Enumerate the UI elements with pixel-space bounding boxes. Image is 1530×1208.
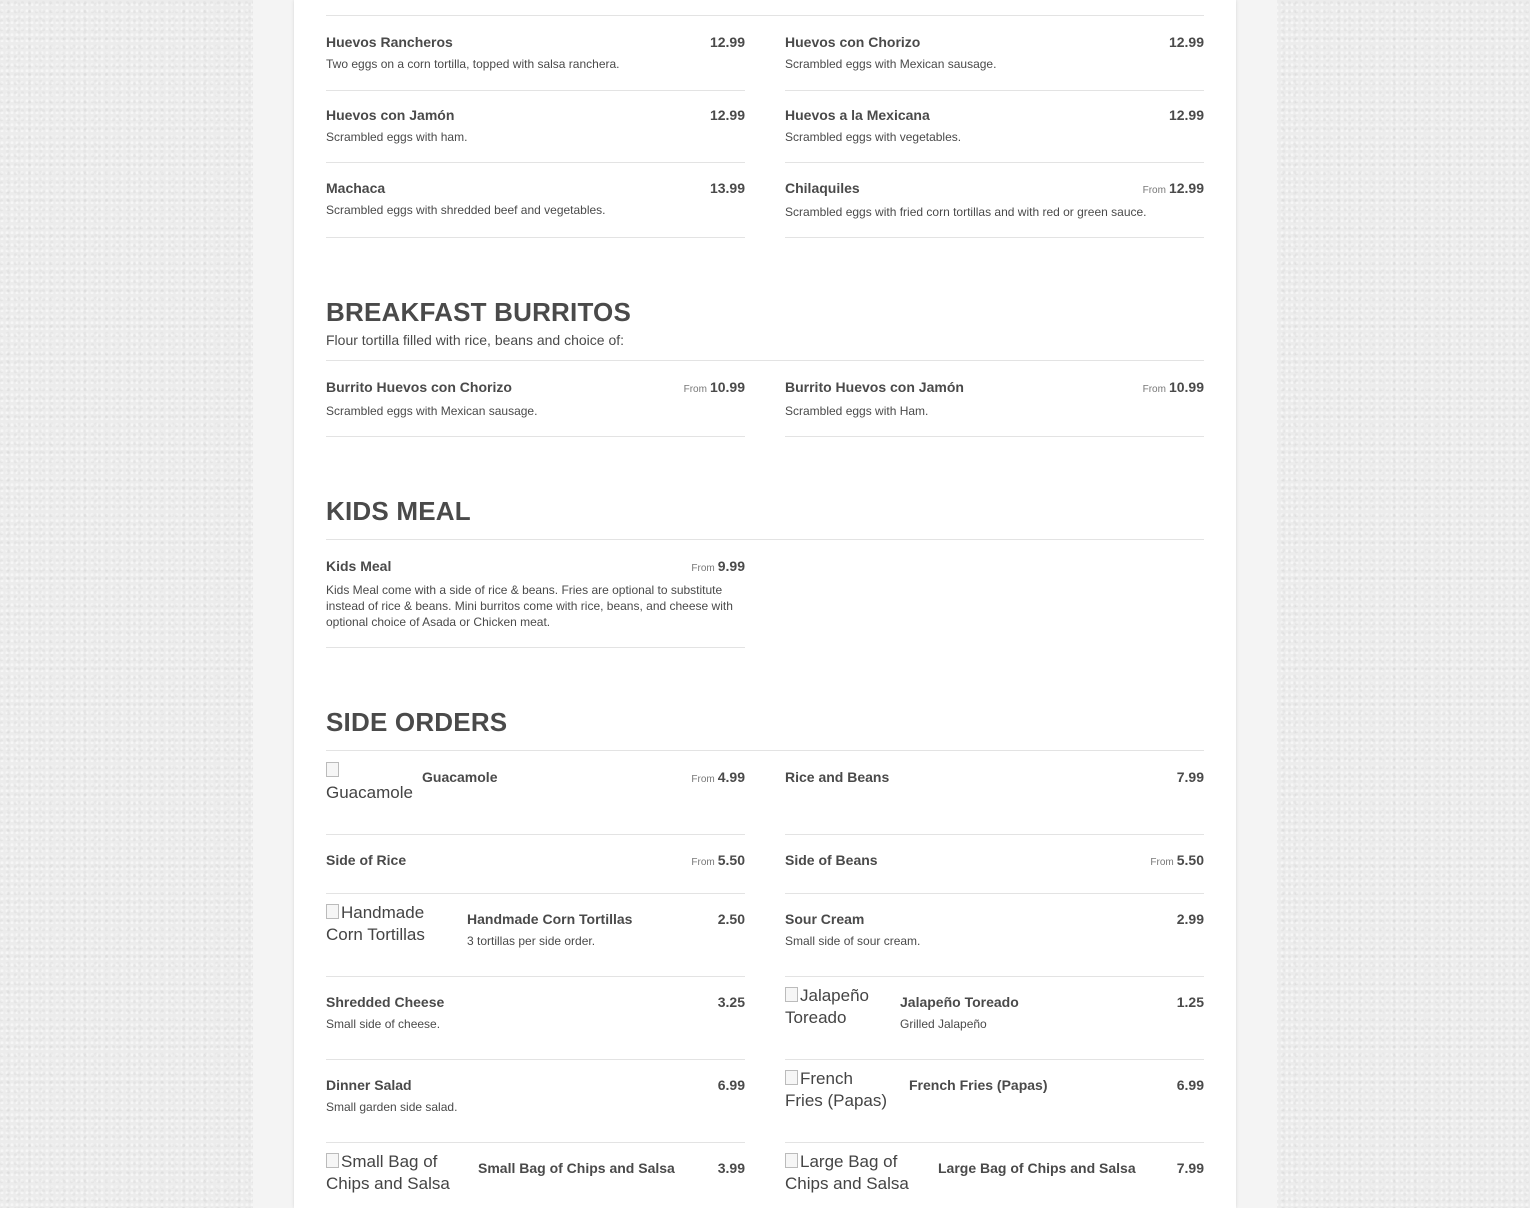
item-name: Shredded Cheese	[326, 994, 445, 1010]
divider	[326, 539, 1204, 540]
item-name: Dinner Salad	[326, 1077, 412, 1093]
menu-item-machaca[interactable]	[326, 180, 745, 220]
menu-item-guacamole[interactable]	[326, 769, 745, 819]
item-image: Guacamole	[326, 760, 414, 804]
divider	[326, 750, 1204, 751]
item-name: Jalapeño Toreado	[900, 994, 1019, 1010]
menu-item-burrito-huevos-con-chorizo[interactable]	[326, 379, 745, 421]
item-image: Small Bag of Chips and Salsa	[326, 1151, 466, 1195]
item-price: 6.99	[717, 1077, 745, 1093]
item-name: Huevos a la Mexicana	[785, 107, 930, 123]
item-description: Scrambled eggs with ham.	[326, 130, 468, 144]
from-label: From	[683, 384, 707, 395]
item-price: From 5.50	[691, 852, 745, 868]
item-description: Scrambled eggs with vegetables.	[785, 130, 962, 144]
divider	[326, 360, 1204, 361]
menu-item-kids-meal[interactable]	[326, 558, 745, 632]
item-price: 6.99	[1176, 1077, 1204, 1093]
divider	[785, 976, 1204, 977]
menu-item-side-of-rice[interactable]	[326, 852, 745, 878]
item-description: 3 tortillas per side order.	[467, 934, 596, 948]
item-price: From 9.99	[691, 558, 745, 574]
divider	[326, 1059, 745, 1060]
item-image: Handmade Corn Tortillas	[326, 902, 456, 946]
item-name: Huevos Rancheros	[326, 34, 453, 50]
divider	[785, 237, 1204, 238]
item-description: Small garden side salad.	[326, 1100, 458, 1114]
item-image: French Fries (Papas)	[785, 1068, 895, 1112]
item-name: French Fries (Papas)	[909, 1077, 1048, 1093]
menu-item-huevos-a-la-mexicana[interactable]	[785, 107, 1204, 147]
item-price: 12.99	[709, 107, 745, 123]
item-name: Side of Beans	[785, 852, 878, 868]
divider	[326, 893, 745, 894]
divider	[785, 1142, 1204, 1143]
divider	[785, 162, 1204, 163]
divider	[785, 1059, 1204, 1060]
divider	[326, 90, 745, 91]
item-description: Small side of sour cream.	[785, 934, 921, 948]
item-description: Small side of cheese.	[326, 1017, 441, 1031]
menu-item-jalapeno-toreado[interactable]	[785, 986, 1204, 1044]
item-name: Side of Rice	[326, 852, 407, 868]
menu-item-rice-and-beans[interactable]	[785, 769, 1204, 809]
from-label: From	[691, 774, 715, 785]
item-name: Small Bag of Chips and Salsa	[478, 1160, 675, 1176]
from-label: From	[1142, 384, 1166, 395]
menu-item-sour-cream[interactable]	[785, 911, 1204, 951]
item-description: Grilled Jalapeño	[900, 1017, 987, 1031]
menu-item-chilaquiles[interactable]	[785, 180, 1204, 222]
item-description: Kids Meal come with a side of rice & beans. Fries are optional to substitute instead of rice & beans. Mini burritos come with rice, beans, and cheese with optional choice of Asada or Chicken meat.	[326, 583, 733, 629]
section-subtitle: Flour tortilla filled with rice, beans and choice of:	[326, 332, 625, 348]
item-name: Sour Cream	[785, 911, 865, 927]
item-price: 2.50	[717, 911, 745, 927]
divider	[326, 647, 745, 648]
divider	[785, 893, 1204, 894]
item-price: From 12.99	[1142, 180, 1204, 196]
divider	[785, 436, 1204, 437]
item-price: 7.99	[1176, 1160, 1204, 1176]
item-name: Machaca	[326, 180, 386, 196]
section-title: SIDE ORDERS	[326, 707, 508, 737]
section-title: BREAKFAST BURRITOS	[326, 297, 632, 327]
item-price: 7.99	[1176, 769, 1204, 785]
item-description: Scrambled eggs with Mexican sausage.	[785, 57, 997, 71]
item-price: From 4.99	[691, 769, 745, 785]
item-name: Kids Meal	[326, 558, 392, 574]
menu-item-large-bag-chips-salsa[interactable]	[785, 1152, 1204, 1208]
item-price: 12.99	[1168, 34, 1204, 50]
divider	[785, 834, 1204, 835]
divider	[326, 162, 745, 163]
item-name: Chilaquiles	[785, 180, 860, 196]
from-label: From	[1150, 857, 1174, 868]
menu-item-huevos-con-chorizo[interactable]	[785, 34, 1204, 74]
item-name: Guacamole	[422, 769, 498, 785]
divider	[326, 15, 1204, 16]
divider	[326, 237, 745, 238]
item-price: From 5.50	[1150, 852, 1204, 868]
item-image: Large Bag of Chips and Salsa	[785, 1151, 925, 1195]
item-price: 13.99	[709, 180, 745, 196]
from-label: From	[691, 857, 715, 868]
item-name: Huevos con Chorizo	[785, 34, 921, 50]
item-price: 12.99	[1168, 107, 1204, 123]
item-description: Scrambled eggs with Mexican sausage.	[326, 404, 538, 418]
menu-item-burrito-huevos-con-jamon[interactable]	[785, 379, 1204, 421]
from-label: From	[691, 563, 715, 574]
menu-item-side-of-beans[interactable]	[785, 852, 1204, 878]
menu-item-shredded-cheese[interactable]	[326, 994, 745, 1034]
item-description: Scrambled eggs with shredded beef and vegetables.	[326, 203, 606, 217]
item-description: Scrambled eggs with Ham.	[785, 404, 929, 418]
menu-item-huevos-con-jamon[interactable]	[326, 107, 745, 147]
item-price: 12.99	[709, 34, 745, 50]
item-price: 3.99	[717, 1160, 745, 1176]
menu-item-dinner-salad[interactable]	[326, 1077, 745, 1117]
from-label: From	[1142, 185, 1166, 196]
divider	[326, 976, 745, 977]
item-name: Burrito Huevos con Jamón	[785, 379, 964, 395]
item-price: 2.99	[1176, 911, 1204, 927]
item-description: Scrambled eggs with fried corn tortillas and with red or green sauce.	[785, 205, 1147, 219]
divider	[326, 436, 745, 437]
item-price: 3.25	[717, 994, 745, 1010]
item-description: Two eggs on a corn tortilla, topped with salsa ranchera.	[326, 57, 620, 71]
item-price: 1.25	[1176, 994, 1204, 1010]
divider	[785, 90, 1204, 91]
menu-item-handmade-corn-tortillas[interactable]	[326, 903, 745, 961]
item-name: Large Bag of Chips and Salsa	[938, 1160, 1136, 1176]
item-name: Rice and Beans	[785, 769, 890, 785]
item-price: From 10.99	[683, 379, 745, 395]
menu-item-huevos-rancheros[interactable]	[326, 34, 745, 74]
item-name: Huevos con Jamón	[326, 107, 455, 123]
item-price: From 10.99	[1142, 379, 1204, 395]
menu-item-small-bag-chips-salsa[interactable]	[326, 1152, 745, 1208]
menu-item-french-fries[interactable]	[785, 1069, 1204, 1127]
section-title: KIDS MEAL	[326, 496, 471, 526]
item-name: Handmade Corn Tortillas	[467, 911, 633, 927]
divider	[326, 834, 745, 835]
divider	[326, 1142, 745, 1143]
item-image: Jalapeño Toreado	[785, 985, 885, 1029]
item-name: Burrito Huevos con Chorizo	[326, 379, 512, 395]
